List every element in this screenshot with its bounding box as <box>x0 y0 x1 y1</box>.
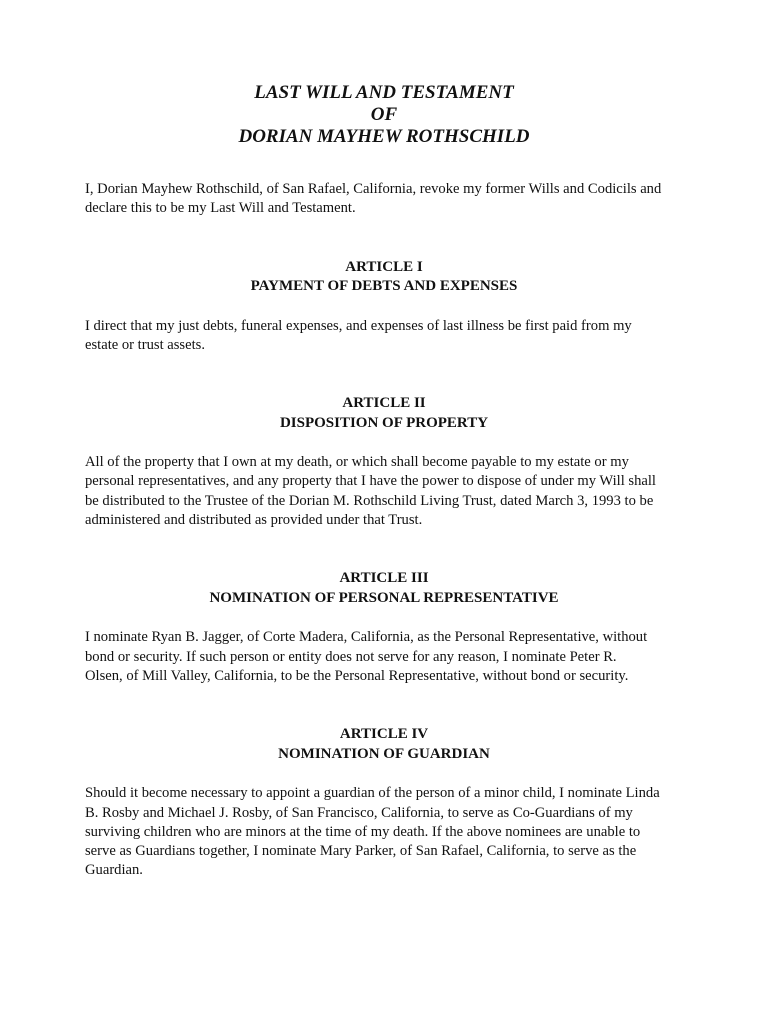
paragraph-line: Should it become necessary to appoint a guardian of the person of a minor child, I nominate Linda <box>85 785 660 802</box>
article-heading <box>85 725 683 764</box>
article-number: ARTICLE III <box>339 570 429 587</box>
paragraph-line: serve as Guardians together, I nominate Mary Parker, of San Rafael, California, to serve as the <box>85 843 637 860</box>
article-title: DISPOSITION OF PROPERTY <box>279 414 489 431</box>
article-title: NOMINATION OF GUARDIAN <box>278 745 490 762</box>
article-title: NOMINATION OF PERSONAL REPRESENTATIVE <box>209 589 559 606</box>
article-body <box>85 317 683 356</box>
paragraph-line: I nominate Ryan B. Jagger, of Corte Madera, California, as the Personal Representative, without <box>85 629 648 646</box>
paragraph-line: B. Rosby and Michael J. Rosby, of San Francisco, California, to serve as Co-Guardians of my <box>85 804 633 821</box>
title-line: OF <box>370 104 398 125</box>
article-body <box>85 628 683 686</box>
article-4 <box>85 725 683 880</box>
paragraph-line: be distributed to the Trustee of the Dorian M. Rothschild Living Trust, dated March 3, 1993 to be <box>85 492 654 509</box>
article-heading <box>85 258 683 297</box>
title-line: DORIAN MAYHEW ROTHSCHILD <box>238 126 530 147</box>
article-heading <box>85 569 683 608</box>
paragraph-line: bond or security. If such person or entity does not serve for any reason, I nominate Peter R. <box>85 648 617 665</box>
paragraph-line: Guardian. <box>85 862 143 879</box>
article-number: ARTICLE I <box>345 258 423 275</box>
title-line: LAST WILL AND TESTAMENT <box>254 82 514 103</box>
article-body <box>85 453 683 530</box>
paragraph-line: Olsen, of Mill Valley, California, to be the Personal Representative, without bond or security. <box>85 667 629 684</box>
article-2 <box>85 394 683 530</box>
article-1 <box>85 258 683 356</box>
article-body <box>85 784 683 880</box>
paragraph-line: surviving children who are minors at the time of my death. If the above nominees are unable to <box>85 823 641 840</box>
paragraph-line: All of the property that I own at my death, or which shall become payable to my estate or my <box>85 454 629 471</box>
intro-paragraph <box>85 180 683 219</box>
paragraph-line: declare this to be my Last Will and Testament. <box>85 200 356 217</box>
article-3 <box>85 569 683 686</box>
paragraph-line: personal representatives, and any property that I have the power to dispose of under my Will shall <box>85 473 656 490</box>
document-title <box>85 82 683 148</box>
paragraph-line: estate or trust assets. <box>85 336 205 353</box>
paragraph-line: I, Dorian Mayhew Rothschild, of San Rafael, California, revoke my former Wills and Codicils and <box>85 181 662 197</box>
article-number: ARTICLE II <box>342 395 426 412</box>
article-heading <box>85 394 683 433</box>
paragraph-line: I direct that my just debts, funeral expenses, and expenses of last illness be first paid from my <box>85 317 632 334</box>
article-number: ARTICLE IV <box>339 726 429 743</box>
article-title: PAYMENT OF DEBTS AND EXPENSES <box>250 278 518 295</box>
document-page <box>85 82 683 881</box>
paragraph-line: administered and distributed as provided under that Trust. <box>85 512 423 529</box>
